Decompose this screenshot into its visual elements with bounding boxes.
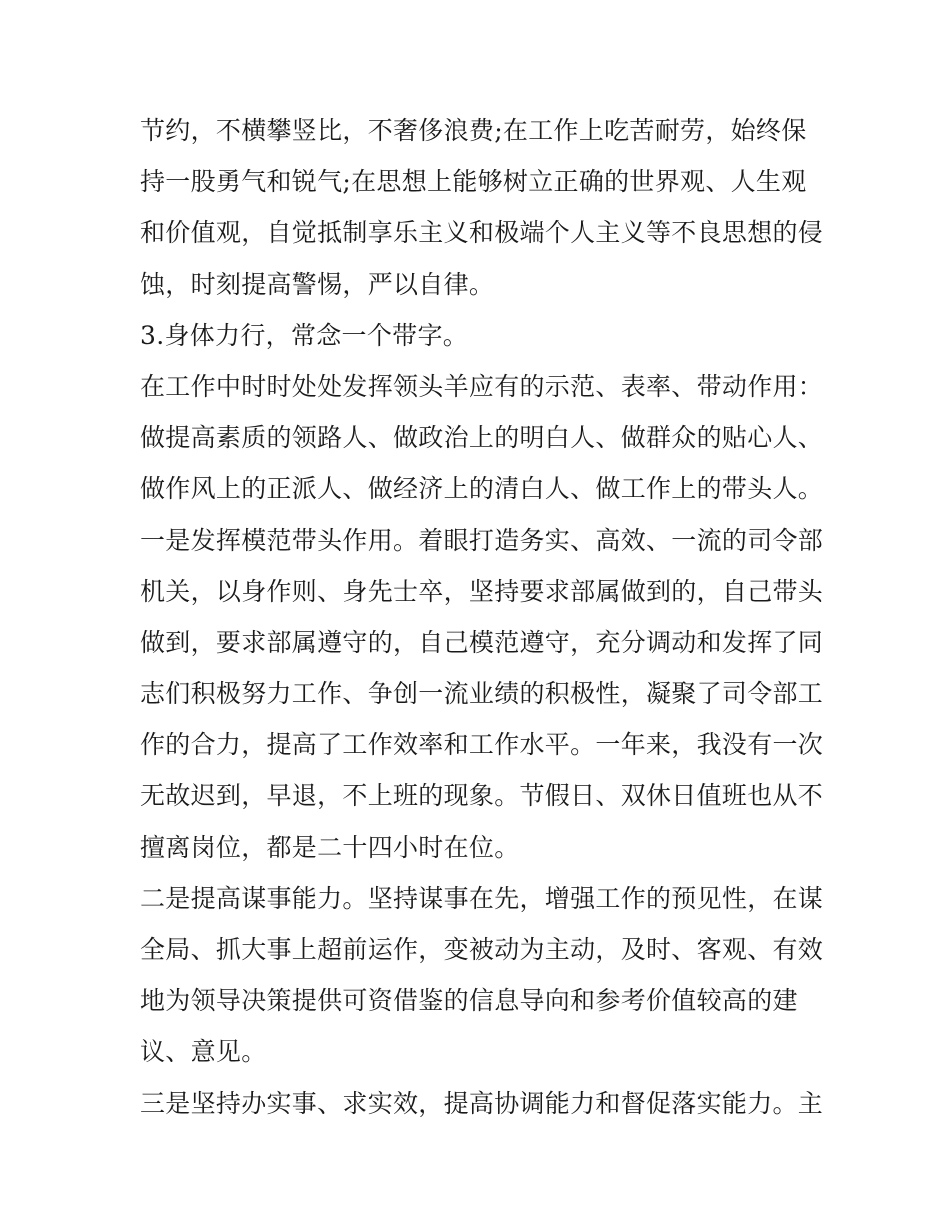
text-line: 一是发挥模范带头作用。着眼打造务实、高效、一流的司令部 — [140, 525, 824, 555]
text-line: 擅离岗位，都是二十四小时在位。 — [140, 832, 520, 862]
text-line: 无故迟到，早退，不上班的现象。节假日、双休日值班也从不 — [140, 781, 824, 811]
text-line: 在工作中时时处处发挥领头羊应有的示范、表率、带动作用： — [140, 371, 824, 401]
text-line: 和价值观，自觉抵制享乐主义和极端个人主义等不良思想的侵 — [140, 218, 824, 248]
text-line: 二是提高谋事能力。坚持谋事在先，增强工作的预见性，在谋 — [140, 883, 824, 913]
text-line: 志们积极努力工作、争创一流业绩的积极性，凝聚了司令部工 — [140, 679, 824, 709]
text-line: 地为领导决策提供可资借鉴的信息导向和参考价值较高的建 — [140, 986, 798, 1016]
text-line: 议、意见。 — [140, 1037, 267, 1067]
text-line: 节约，不横攀竖比，不奢侈浪费;在工作上吃苦耐劳，始终保 — [140, 116, 807, 145]
text-line: 持一股勇气和锐气;在思想上能够树立正确的世界观、人生观 — [140, 167, 807, 197]
section-heading: 3.身体力行，常念一个带字。 — [140, 320, 469, 350]
text-line: 做到，要求部属遵守的，自己模范遵守，充分调动和发挥了同 — [140, 627, 824, 657]
text-line: 蚀，时刻提高警惕，严以自律。 — [140, 269, 495, 299]
text-line: 做提高素质的领路人、做政治上的明白人、做群众的贴心人、 — [140, 423, 824, 453]
document-body — [140, 105, 824, 1129]
text-line: 机关，以身作则、身先士卒，坚持要求部属做到的，自己带头 — [140, 576, 824, 606]
text-line: 作的合力，提高了工作效率和工作水平。一年来，我没有一次 — [140, 730, 824, 760]
text-line: 三是坚持办实事、求实效，提高协调能力和督促落实能力。主 — [140, 1088, 824, 1118]
text-line: 做作风上的正派人、做经济上的清白人、做工作上的带头人。 — [140, 474, 824, 504]
text-line: 全局、抓大事上超前运作，变被动为主动，及时、客观、有效 — [140, 935, 824, 964]
